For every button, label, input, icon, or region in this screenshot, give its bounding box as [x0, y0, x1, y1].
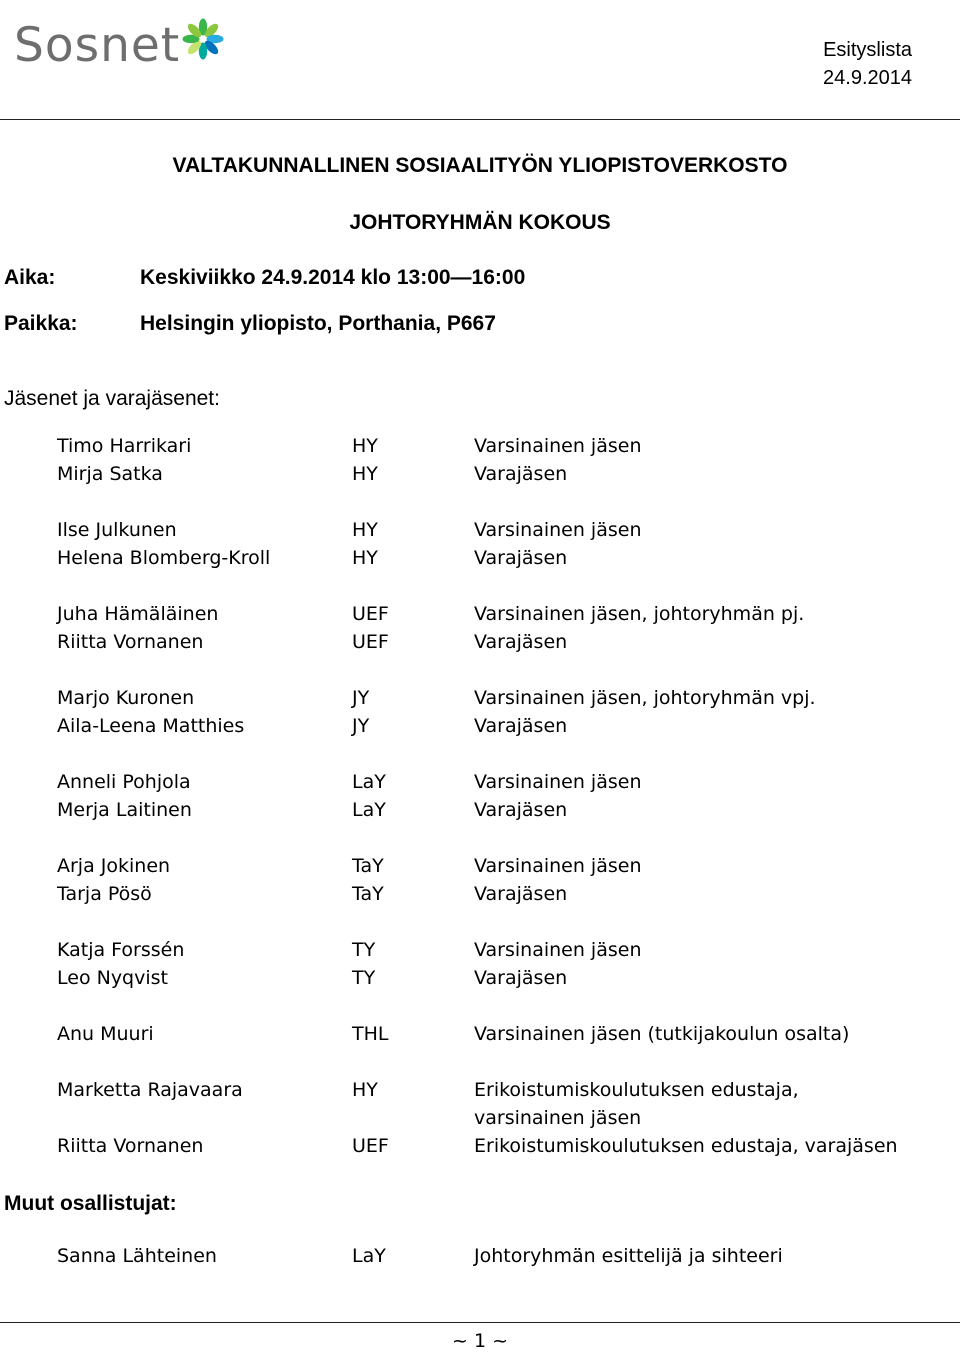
- member-name: Anu Muuri: [57, 1023, 154, 1045]
- member-org: HY: [352, 1079, 378, 1101]
- member-role: Varajäsen: [474, 547, 568, 569]
- member-name: Anneli Pohjola: [57, 771, 191, 793]
- member-org: JY: [352, 715, 370, 737]
- member-row: [57, 880, 937, 908]
- member-org: TaY: [352, 883, 384, 905]
- others-heading: Muut osallistujat:: [4, 1192, 177, 1215]
- member-name: Aila-Leena Matthies: [57, 715, 245, 737]
- member-name: Ilse Julkunen: [57, 519, 177, 541]
- member-role: Varsinainen jäsen (tutkijakoulun osalta): [474, 1023, 850, 1045]
- member-role: Varsinainen jäsen: [474, 771, 642, 793]
- member-role: Erikoistumiskoulutuksen edustaja, varajäsen: [474, 1135, 898, 1157]
- time-label: Aika:: [4, 266, 56, 289]
- member-org: HY: [352, 463, 378, 485]
- member-row: [57, 432, 937, 460]
- member-name: Marketta Rajavaara: [57, 1079, 243, 1101]
- member-row: [57, 544, 937, 572]
- time-value: Keskiviikko 24.9.2014 klo 13:00—16:00: [140, 266, 526, 289]
- participant-row: [57, 1242, 937, 1270]
- member-org: LaY: [352, 799, 386, 821]
- others-list: [57, 1242, 937, 1270]
- member-role: Varajäsen: [474, 631, 568, 653]
- sosnet-logo: [14, 8, 234, 78]
- member-role: Varajäsen: [474, 967, 568, 989]
- member-name: Leo Nyqvist: [57, 967, 168, 989]
- member-row: [57, 1076, 937, 1132]
- member-name: Mirja Satka: [57, 463, 163, 485]
- member-org: HY: [352, 547, 378, 569]
- member-role: Varsinainen jäsen: [474, 435, 642, 457]
- document-type: Esityslista: [823, 39, 912, 61]
- members-list: [57, 432, 937, 1160]
- member-row: [57, 936, 937, 964]
- page-subtitle: JOHTORYHMÄN KOKOUS: [349, 211, 611, 234]
- member-role: Varsinainen jäsen: [474, 519, 642, 541]
- member-org: UEF: [352, 603, 389, 625]
- header-divider: [0, 119, 960, 120]
- member-row: [57, 600, 937, 628]
- member-role: Varsinainen jäsen: [474, 855, 642, 877]
- member-row: [57, 712, 937, 740]
- member-name: Marjo Kuronen: [57, 687, 195, 709]
- member-name: Riitta Vornanen: [57, 1135, 204, 1157]
- member-org: TaY: [352, 855, 384, 877]
- logo-wordmark: Sosnet: [14, 18, 181, 73]
- page-title: VALTAKUNNALLINEN SOSIAALITYÖN YLIOPISTOVERKOSTO: [172, 154, 788, 177]
- members-heading: Jäsenet ja varajäsenet:: [4, 387, 220, 410]
- member-row: [57, 684, 937, 712]
- member-org: TY: [352, 939, 376, 961]
- member-name: Timo Harrikari: [57, 435, 192, 457]
- member-row: [57, 516, 937, 544]
- member-name: Katja Forssén: [57, 939, 185, 961]
- member-org: HY: [352, 519, 378, 541]
- member-org: UEF: [352, 631, 389, 653]
- member-org: TY: [352, 967, 376, 989]
- participant-org: LaY: [352, 1245, 386, 1267]
- member-org: UEF: [352, 1135, 389, 1157]
- place-label: Paikka:: [4, 312, 78, 335]
- participant-name: Sanna Lähteinen: [57, 1245, 217, 1267]
- member-role: Varsinainen jäsen, johtoryhmän vpj.: [474, 687, 816, 709]
- member-role: Varsinainen jäsen: [474, 939, 642, 961]
- member-org: THL: [352, 1023, 389, 1045]
- place-value: Helsingin yliopisto, Porthania, P667: [140, 312, 496, 335]
- member-name: Tarja Pösö: [57, 883, 152, 905]
- member-org: JY: [352, 687, 370, 709]
- member-role: Varajäsen: [474, 463, 568, 485]
- document-header: [823, 36, 912, 92]
- member-row: [57, 1020, 937, 1048]
- member-row: [57, 768, 937, 796]
- member-row: [57, 796, 937, 824]
- member-row: [57, 964, 937, 992]
- member-name: Juha Hämäläinen: [57, 603, 219, 625]
- document-date: 24.9.2014: [823, 67, 912, 89]
- footer-divider: [0, 1322, 960, 1323]
- member-role: Varajäsen: [474, 799, 568, 821]
- member-name: Merja Laitinen: [57, 799, 192, 821]
- member-org: LaY: [352, 771, 386, 793]
- participant-role: Johtoryhmän esittelijä ja sihteeri: [474, 1245, 783, 1267]
- member-name: Helena Blomberg-Kroll: [57, 547, 271, 569]
- member-role: Varajäsen: [474, 883, 568, 905]
- member-role: Varsinainen jäsen, johtoryhmän pj.: [474, 603, 805, 625]
- member-row: [57, 1132, 937, 1160]
- member-name: Arja Jokinen: [57, 855, 171, 877]
- member-org: HY: [352, 435, 378, 457]
- member-row: [57, 852, 937, 880]
- member-role: Erikoistumiskoulutuksen edustaja, varsinainen jäsen: [474, 1079, 799, 1129]
- member-row: [57, 460, 937, 488]
- flower-icon: [180, 16, 226, 62]
- member-role: Varajäsen: [474, 715, 568, 737]
- member-row: [57, 628, 937, 656]
- page-number: ~ 1 ~: [451, 1330, 508, 1352]
- member-name: Riitta Vornanen: [57, 631, 204, 653]
